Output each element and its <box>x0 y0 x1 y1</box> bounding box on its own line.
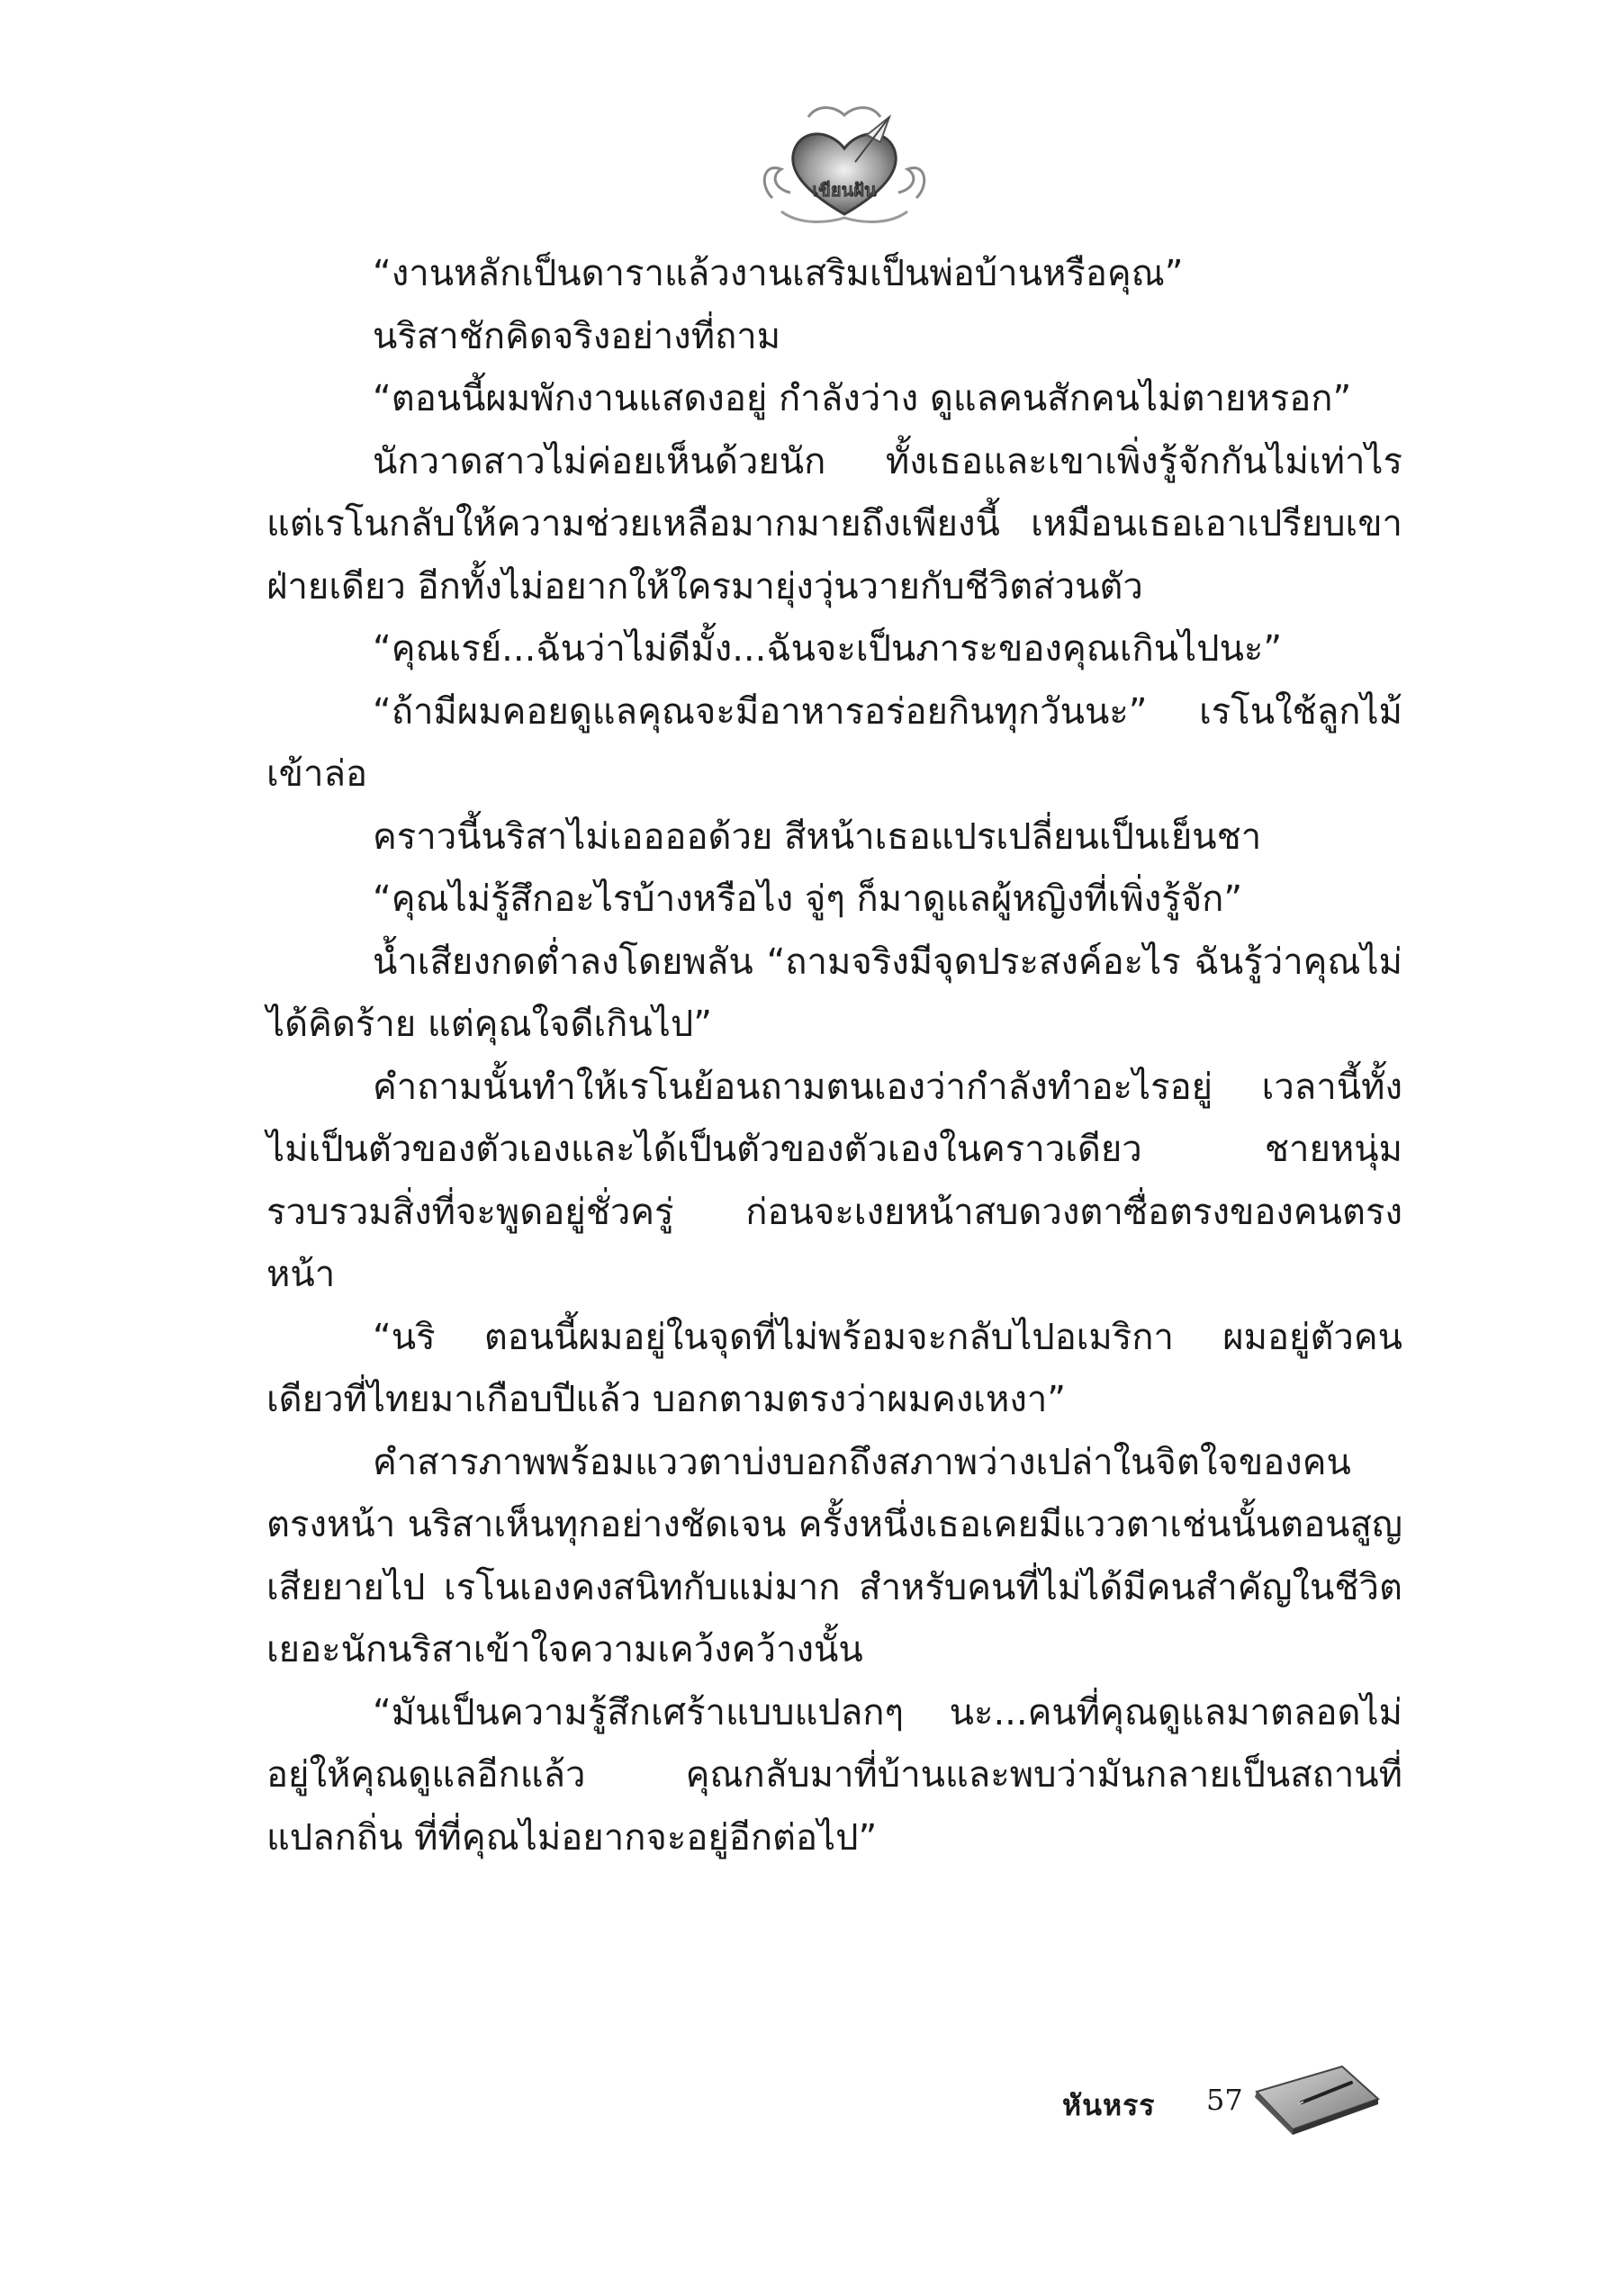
body-text <box>266 243 1402 1869</box>
running-title: หันหรร <box>1062 2088 1156 2122</box>
ornate-heart-quill-icon <box>754 99 934 234</box>
paragraph: “งานหลักเป็นดาราแล้วงานเสริมเป็นพ่อบ้านหรือคุณ” <box>373 253 1184 294</box>
drawing-tablet-pen-icon <box>1248 2056 1383 2137</box>
paragraph: “ตอนนี้ผมพักงานแสดงอยู่ กำลังว่าง ดูแลคนสักคนไม่ตายหรอก” <box>373 378 1352 419</box>
page-number: 57 <box>1206 2083 1243 2117</box>
paragraph: คำถามนั้นทำให้เรโนย้อนถามตนเองว่ากำลังทำอะไรอยู่ เวลานี้ทั้งไม่เป็นตัวของตัวเองและได้เป็นตัวของตัวเองในคราวเดียว ชายหนุ่มรวบรวมสิ่งที่จะพูดอยู่ชั่วครู่ ก่อนจะเงยหน้าสบดวงตาซื่อตรงของคนตรงหน้า <box>266 1066 1402 1295</box>
page-footer <box>1062 2061 1386 2142</box>
paragraph: คราวนี้นริสาไม่เออออด้วย สีหน้าเธอแปรเปลี่ยนเป็นเย็นชา <box>373 815 1262 858</box>
paragraph: “คุณเรย์...ฉันว่าไม่ดีมั้ง...ฉันจะเป็นภาระของคุณเกินไปนะ” <box>373 628 1283 670</box>
paragraph: “นริ ตอนนี้ผมอยู่ในจุดที่ไม่พร้อมจะกลับไปอเมริกา ผมอยู่ตัวคนเดียวที่ไทยมาเกือบปีแล้ว บอกตามตรงว่าผมคงเหงา” <box>266 1316 1402 1420</box>
svg-text:เขียนฝัน: เขียนฝัน <box>812 179 877 201</box>
paragraph: “คุณไม่รู้สึกอะไรบ้างหรือไง จู่ๆ ก็มาดูแลผู้หญิงที่เพิ่งรู้จัก” <box>373 878 1243 920</box>
paragraph: คำสารภาพพร้อมแววตาบ่งบอกถึงสภาพว่างเปล่าในจิตใจของคนตรงหน้า นริสาเห็นทุกอย่างชัดเจน ครั้งหนึ่งเธอเคยมีแววตาเช่นนั้นตอนสูญเสียยายไป เรโนเองคงสนิทกับแม่มาก สำหรับคนที่ไม่ได้มีคนสำคัญในชีวิตเยอะนักนริสาเข้าใจความเคว้งคว้างนั้น <box>266 1441 1402 1670</box>
paragraph: นักวาดสาวไม่ค่อยเห็นด้วยนัก ทั้งเธอและเขาเพิ่งรู้จักกันไม่เท่าไร แต่เรโนกลับให้ความช่วยเหลือมากมายถึงเพียงนี้ เหมือนเธอเอาเปรียบเขาฝ่ายเดียว อีกทั้งไม่อยากให้ใครมายุ่งวุ่นวายกับชีวิตส่วนตัว <box>266 440 1402 608</box>
paragraph: นริสาชักคิดจริงอย่างที่ถาม <box>373 315 781 357</box>
paragraph: “มันเป็นความรู้สึกเศร้าแบบแปลกๆ นะ...คนที่คุณดูแลมาตลอดไม่อยู่ให้คุณดูแลอีกแล้ว คุณกลับมาที่บ้านและพบว่ามันกลายเป็นสถานที่แปลกถิ่น ที่ที่คุณไม่อยากจะอยู่อีกต่อไป” <box>266 1691 1402 1859</box>
paragraph: “ถ้ามีผมคอยดูแลคุณจะมีอาหารอร่อยกินทุกวันนะ” เรโนใช้ลูกไม้เข้าล่อ <box>266 690 1402 795</box>
paragraph: น้ำเสียงกดต่ำลงโดยพลัน “ถามจริงมีจุดประสงค์อะไร ฉันรู้ว่าคุณไม่ได้คิดร้าย แต่คุณใจดีเกินไป” <box>266 941 1402 1045</box>
